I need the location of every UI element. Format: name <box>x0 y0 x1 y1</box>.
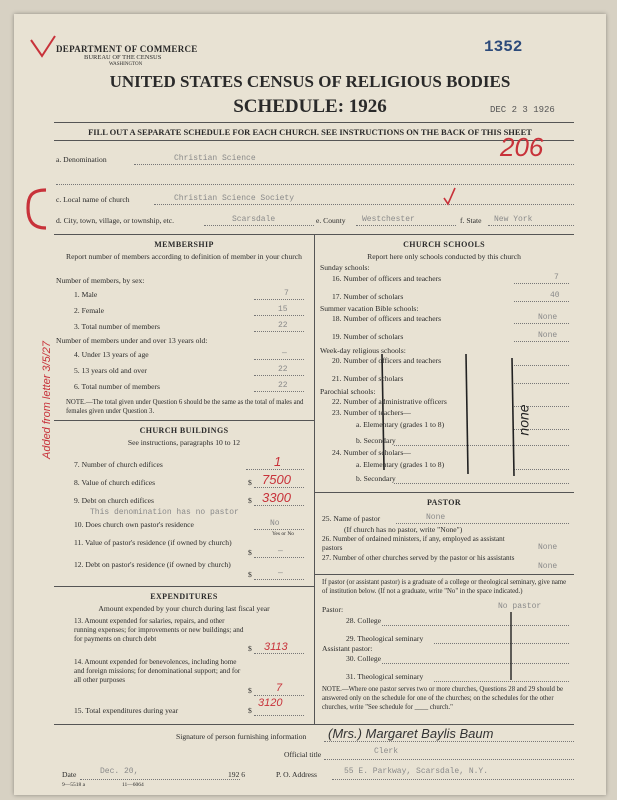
membership-note: NOTE.—The total given under Question 6 should be the same as the total of males and females given under Question 3. <box>66 399 304 415</box>
form-number: 9—5518 a <box>62 782 86 788</box>
divider <box>54 586 314 587</box>
form-title: UNITED STATES CENSUS OF RELIGIOUS BODIES <box>109 72 511 91</box>
total-members-label: 3. Total number of members <box>74 322 161 331</box>
membership-subtitle: Report number of members according to definition of member in your church <box>66 252 302 261</box>
benevolences-value[interactable]: 7 <box>276 682 283 694</box>
other-churches-value[interactable]: None <box>538 562 558 571</box>
department-heading: DEPARTMENT OF COMMERCE <box>56 44 198 54</box>
assistant-subheading: Assistant pastor: <box>322 644 373 653</box>
grid-bottom <box>54 724 574 725</box>
buildings-heading: CHURCH BUILDINGS <box>139 426 229 435</box>
edifices-value-label: 8. Value of church edifices <box>74 478 156 487</box>
edifices-debt-value[interactable]: 3300 <box>262 490 291 505</box>
city-line <box>204 225 314 226</box>
expenditures-heading: EXPENDITURES <box>150 592 218 601</box>
summer-schools-heading: Summer vacation Bible schools: <box>320 304 419 313</box>
church-name-value[interactable]: Christian Science Society <box>174 194 295 203</box>
margin-note: Added from letter 3/5/27 <box>41 340 54 460</box>
over-13-value[interactable]: 22 <box>278 365 288 374</box>
pastor-name-value[interactable]: None <box>426 513 446 522</box>
summer-scholars-line <box>514 341 569 342</box>
elementary-teachers-label: a. Elementary (grades 1 to 8) <box>356 420 445 429</box>
church-name-label: c. Local name of church <box>56 195 130 204</box>
residence-debt-line <box>254 579 304 580</box>
dollar-sign: $ <box>248 570 252 579</box>
fill-out-instruction: FILL OUT A SEPARATE SCHEDULE FOR EACH CHURCH. SEE INSTRUCTIONS ON THE BACK OF THIS SHEET <box>88 127 532 137</box>
pastor-name-line <box>396 523 569 524</box>
total-expenditures-value[interactable]: 3120 <box>258 697 283 709</box>
church-name-line <box>154 204 574 205</box>
secondary-teachers-label: b. Secondary <box>356 436 396 445</box>
assistant-college-line <box>382 663 569 664</box>
assistant-pastors-value[interactable]: None <box>538 543 558 552</box>
summer-scholars-label: 19. Number of scholars <box>332 332 404 341</box>
no-pastor-typed: No pastor <box>498 602 542 611</box>
under-13-label: 4. Under 13 years of age <box>74 350 149 359</box>
official-title-value[interactable]: Clerk <box>374 747 399 756</box>
dollar-sign: $ <box>248 496 252 505</box>
summer-teachers-line <box>514 323 569 324</box>
dollar-sign: $ <box>248 478 252 487</box>
buildings-subtitle: See instructions, paragraphs 10 to 12 <box>127 438 241 447</box>
male-value[interactable]: 7 <box>284 289 289 298</box>
official-title-label: Official title <box>284 750 322 759</box>
state-label: f. State <box>460 216 482 225</box>
secondary-scholars-line <box>394 483 569 484</box>
divider <box>314 574 574 575</box>
sunday-schools-heading: Sunday schools: <box>320 263 370 272</box>
schools-subtitle: Report here only schools conducted by this church <box>367 252 521 261</box>
edifices-value-line <box>254 487 304 488</box>
owns-residence-label: 10. Does church own pastor's residence <box>74 520 194 529</box>
address-line <box>332 779 574 780</box>
under-13-line <box>254 359 304 360</box>
edifices-count-line <box>246 469 304 470</box>
signature-line <box>324 741 574 742</box>
edifices-value-value[interactable]: 7500 <box>262 472 291 487</box>
total-members-value[interactable]: 22 <box>278 321 288 330</box>
residence-value-value[interactable]: — <box>278 547 283 556</box>
state-value[interactable]: New York <box>494 215 533 224</box>
date-value[interactable]: Dec. 20, <box>100 767 139 776</box>
sunday-teachers-line <box>514 283 569 284</box>
by-age-heading: Number of members under and over 13 years old: <box>56 336 208 345</box>
county-line <box>356 225 456 226</box>
by-sex-heading: Number of members, by sex: <box>56 276 145 285</box>
blank-line <box>56 184 574 185</box>
over-13-line <box>254 375 304 376</box>
total-members-line <box>254 331 304 332</box>
weekday-schools-heading: Week-day religious schools: <box>320 346 406 355</box>
pastor-name-label: 25. Name of pastor <box>322 514 381 523</box>
assistant-pastors-label: 26. Number of ordained ministers, if any, employed as assistant pastors <box>322 535 505 552</box>
no-pastor-typed-note: This denomination has no pastor <box>90 508 239 517</box>
state-line <box>488 225 574 226</box>
pastor-subheading: Pastor: <box>322 605 344 614</box>
red-checkmark-icon <box>28 32 58 62</box>
pastor-seminary-line <box>434 643 569 644</box>
male-label: 1. Male <box>74 290 98 299</box>
assistant-college-label: 30. College <box>346 654 382 663</box>
total-by-age-value[interactable]: 22 <box>278 381 288 390</box>
male-line <box>254 299 304 300</box>
total-expenditures-line <box>254 715 304 716</box>
date-stamp: DEC 2 3 1926 <box>490 105 555 115</box>
pastor-note: NOTE.—Where one pastor serves two or more churches, Questions 28 and 29 should be answered only on the schedule for one of the churches; on the schedules for the other churches, write "See schedule for ____ church." <box>322 686 564 711</box>
column-divider <box>314 234 315 724</box>
expenditures-subtitle: Amount expended by your church during last fiscal year <box>98 604 270 613</box>
red-bracket-mark <box>24 186 50 232</box>
city-value[interactable]: Scarsdale <box>232 215 276 224</box>
sunday-scholars-label: 17. Number of scholars <box>332 292 404 301</box>
sunday-teachers-value[interactable]: 7 <box>554 273 559 282</box>
address-value[interactable]: 55 E. Parkway, Scarsdale, N.Y. <box>344 767 489 776</box>
over-13-label: 5. 13 years old and over <box>74 366 147 375</box>
running-expenses-value[interactable]: 3113 <box>264 641 288 653</box>
date-line <box>80 779 240 780</box>
yes-no-hint: Yes or No <box>272 531 295 537</box>
date-label: Date <box>62 770 77 779</box>
county-value[interactable]: Westchester <box>362 215 415 224</box>
benevolences-line <box>254 695 304 696</box>
teachers-heading: 23. Number of teachers— <box>332 408 411 417</box>
assistant-seminary-label: 31. Theological seminary <box>346 672 424 681</box>
address-label: P. O. Address <box>276 770 317 779</box>
dollar-sign: $ <box>248 686 252 695</box>
county-label: e. County <box>316 216 346 225</box>
sunday-teachers-label: 16. Number of officers and teachers <box>332 274 442 283</box>
city-label: d. City, town, village, or township, etc. <box>56 216 175 225</box>
denomination-label: a. Denomination <box>56 155 107 164</box>
other-churches-label: 27. Number of other churches served by the pastor or his assistants <box>322 554 515 562</box>
denomination-line <box>134 164 574 165</box>
none-handwritten: none <box>515 404 532 436</box>
city-heading: WASHINGTON <box>109 62 143 67</box>
summer-teachers-value[interactable]: None <box>538 313 558 322</box>
edifices-debt-line <box>254 505 304 506</box>
sunday-scholars-line <box>514 301 569 302</box>
residence-debt-label: 12. Debt on pastor's residence (if owned by church) <box>74 560 231 569</box>
scholars-heading: 24. Number of scholars— <box>332 448 411 457</box>
divider <box>54 420 314 421</box>
running-expenses-line <box>254 653 304 654</box>
official-title-line <box>324 759 574 760</box>
denomination-value[interactable]: Christian Science <box>174 154 256 163</box>
census-schedule-form <box>14 14 606 795</box>
assistant-seminary-line <box>434 681 569 682</box>
elementary-scholars-label: a. Elementary (grades 1 to 8) <box>356 460 445 469</box>
sunday-scholars-value[interactable]: 40 <box>550 291 560 300</box>
summer-teachers-label: 18. Number of officers and teachers <box>332 314 442 323</box>
signature[interactable]: (Mrs.) Margaret Baylis Baum <box>328 726 494 741</box>
divider <box>54 122 574 123</box>
residence-value-line <box>254 557 304 558</box>
residence-debt-value[interactable]: — <box>278 569 283 578</box>
admin-officers-label: 22. Number of administrative officers <box>332 397 447 406</box>
schools-heading: CHURCH SCHOOLS <box>403 240 485 249</box>
pastor-seminary-label: 29. Theological seminary <box>346 634 424 643</box>
edifices-count-value[interactable]: 1 <box>274 454 282 469</box>
dollar-sign: $ <box>248 548 252 557</box>
dollar-sign: $ <box>248 706 252 715</box>
edifices-debt-label: 9. Debt on church edifices <box>74 496 154 505</box>
weekday-scholars-label: 21. Number of scholars <box>332 374 404 383</box>
signature-label: Signature of person furnishing information <box>176 732 307 741</box>
schedule-title: SCHEDULE: 1926 <box>233 96 387 117</box>
female-label: 2. Female <box>74 306 104 315</box>
running-expenses-label: 13. Amount expended for salaries, repairs, and other running expenses; for improvements or new buildings; and for payments on church debt <box>74 617 244 643</box>
edifices-count-label: 7. Number of church edifices <box>74 460 163 469</box>
divider <box>54 140 574 141</box>
ink-strike-line <box>508 610 514 682</box>
benevolences-label: 14. Amount expended for benevolences, including home and foreign missions; for denominational support; and for all other purposes <box>74 658 241 684</box>
owns-residence-line <box>254 529 304 530</box>
code-number: 206 <box>500 132 544 162</box>
parochial-schools-heading: Parochial schools: <box>320 387 376 396</box>
serial-number: 1352 <box>484 38 523 56</box>
secondary-scholars-label: b. Secondary <box>356 474 396 483</box>
dollar-sign: $ <box>248 644 252 653</box>
under-13-value[interactable]: — <box>282 349 287 358</box>
female-value[interactable]: 15 <box>278 305 288 314</box>
bureau-heading: BUREAU OF THE CENSUS <box>84 54 162 61</box>
summer-scholars-value[interactable]: None <box>538 331 558 340</box>
total-by-age-line <box>254 391 304 392</box>
pastor-heading: PASTOR <box>426 498 462 507</box>
print-number: 11—6064 <box>122 782 144 788</box>
owns-residence-value[interactable]: No <box>270 519 280 528</box>
pastor-college-line <box>382 625 569 626</box>
residence-value-label: 11. Value of pastor's residence (if owned by church) <box>74 538 232 547</box>
total-by-age-label: 6. Total number of members <box>74 382 161 391</box>
total-expenditures-label: 15. Total expenditures during year <box>74 706 179 715</box>
weekday-teachers-label: 20. Number of officers and teachers <box>332 356 442 365</box>
pastor-college-label: 28. College <box>346 616 382 625</box>
graduate-instructions: If pastor (or assistant pastor) is a graduate of a college or theological seminary, give name of institution below. (If not a graduate, write "No" in the space indicated.) <box>322 579 567 595</box>
date-year: 192 6 <box>228 770 246 779</box>
red-checkmark-icon <box>442 186 458 206</box>
female-line <box>254 315 304 316</box>
pastor-name-hint: (If church has no pastor, write "None") <box>344 525 463 534</box>
membership-heading: MEMBERSHIP <box>154 240 214 249</box>
divider <box>314 492 574 493</box>
